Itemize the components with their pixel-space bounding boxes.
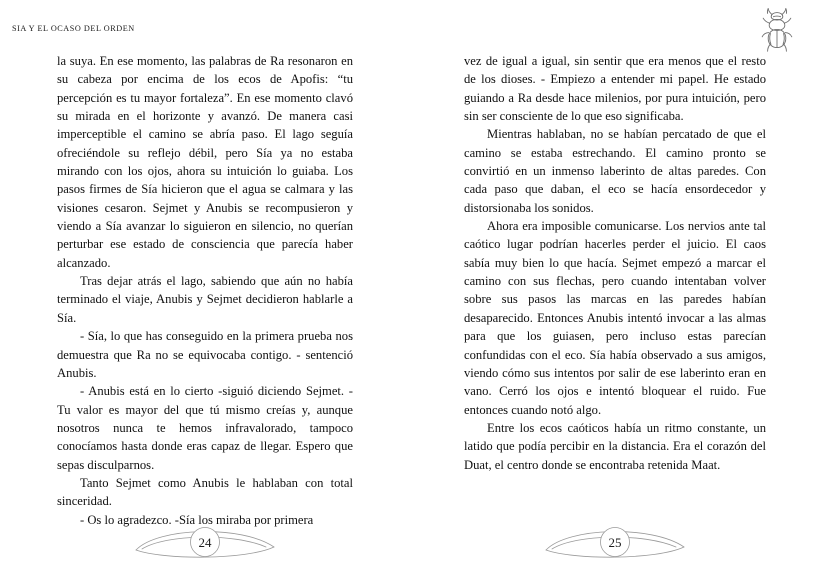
paragraph: Tanto Sejmet como Anubis le hablaban con total sinceridad. bbox=[57, 475, 353, 509]
paragraph: Ahora era imposible comunicarse. Los nervios ante tal caótico lugar podrían hacerles perder el juicio. El caos sabía muy bien lo que hacía. Sejmet empezó a marcar el camino con sus flechas, pero cuando intentaban volver sobre sus pasos las marcas en las paredes habían desaparecido. Entonces Anubis intentó invocar a las almas para que los guiasen, pero incluso estas parecían confundidas con el eco. Sía había observado a sus amigos, viendo cómo sus intentos por salir de ese laberinto eran en vano. Cerró los ojos e intentó bloquear el ruido. Fue entonces cuando notó algo. bbox=[464, 219, 766, 417]
paragraph: Entre los ecos caóticos había un ritmo constante, un latido que podía percibir en la distancia. Era el corazón del Duat, el centro donde se encontraba retenida Maat. bbox=[464, 420, 766, 472]
paragraph: - Os lo agradezco. -Sía los miraba por primera bbox=[80, 512, 314, 527]
folio-recto bbox=[540, 520, 690, 566]
paragraph: Tras dejar atrás el lago, sabiendo que aún no había terminado el viaje, Anubis y Sejmet decidieron hablarle a Sía. bbox=[57, 274, 353, 325]
running-header: SIA Y EL OCASO DEL ORDEN bbox=[12, 24, 135, 33]
scarab-beetle-icon bbox=[756, 6, 798, 52]
page-number: 24 bbox=[198, 535, 212, 550]
paragraph: vez de igual a igual, sin sentir que era menos que el resto de los dioses. - Empiezo a entender mi papel. He estado guiando a Ra desde hace milenios, por pura intuición, pero sin ser consciente de lo que eso significaba. bbox=[464, 54, 766, 124]
paragraph: - Anubis está en lo cierto -siguió diciendo Sejmet. - Tu valor es mayor del que tú mismo creías y, aunque nosotros nunca te hemos infravalorado, tampoco conocíamos hasta donde eras capaz de llegar. Espero que sepas disculparnos. bbox=[57, 384, 353, 472]
page-text-verso bbox=[57, 52, 353, 529]
paragraph: - Sía, lo que has conseguido en la primera prueba nos demuestra que Ra no se equivocaba contigo. - sentenció Anubis. bbox=[57, 329, 353, 380]
page-number: 25 bbox=[608, 535, 622, 550]
paragraph: Mientras hablaban, no se habían percatado de que el camino se estaba estrechando. El camino pronto se convirtió en un inmenso laberinto de altas paredes. Con cada paso que daban, el eco se hacía ensordecedor y distorsionaba los sonidos. bbox=[464, 127, 766, 215]
page-text-recto bbox=[464, 52, 766, 474]
folio-verso bbox=[130, 520, 280, 566]
paragraph: la suya. En ese momento, las palabras de Ra resonaron en su cabeza por encima de los ecos de Apofis: “tu percepción es tu mayor fortaleza”. En ese momento clavó su mirada en el horizonte y avanzó. De manera casi imperceptible el camino se abría paso. El lago seguía ofreciéndole su reflejo débil, pero Sía ya no estaba mirando con los ojos, ahora su intuición lo guiaba. Los pasos firmes de Sía hicieron que el agua se calmara y las visiones cesaron. Sejmet y Anubis se recompusieron y viendo a Sía avanzar lo siguieron en silencio, no querían perturbar ese estado de consciencia que parecía haber alcanzado. bbox=[57, 54, 353, 270]
